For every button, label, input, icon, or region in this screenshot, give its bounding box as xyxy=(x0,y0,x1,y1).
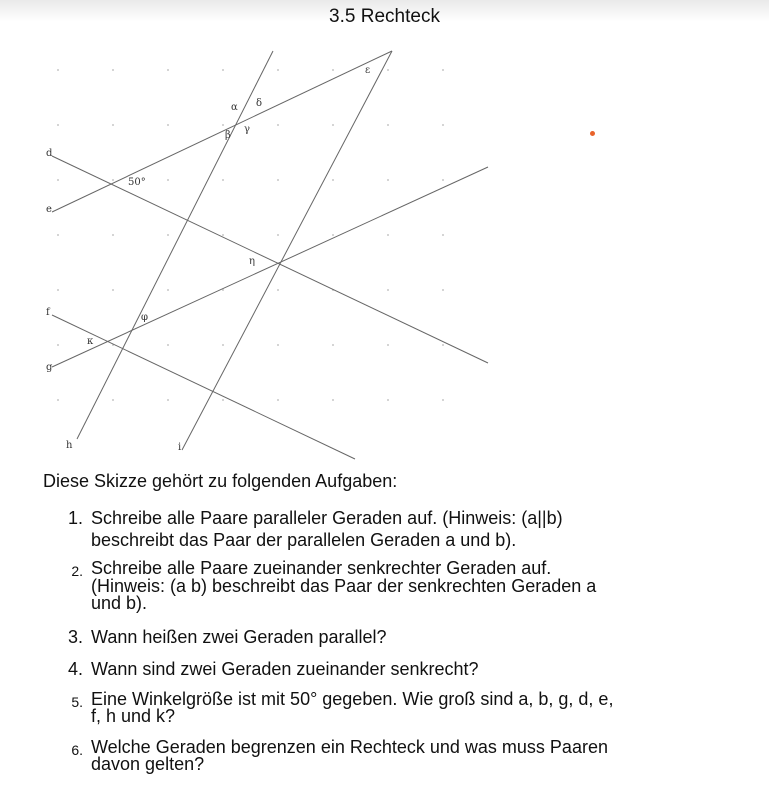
task-text-line: (Hinweis: (a b) beschreibt das Paar der senkrechten Geraden a xyxy=(91,576,597,596)
label-h: h xyxy=(66,440,73,451)
grid-dot xyxy=(387,69,389,71)
grid-dot xyxy=(57,344,59,346)
grid-dot xyxy=(387,234,389,236)
grid-dot xyxy=(57,69,59,71)
task-text-line: und b). xyxy=(91,593,148,613)
grid-dot xyxy=(167,289,169,291)
grid-dot xyxy=(112,69,114,71)
label-i: i xyxy=(178,442,182,453)
task-text-line: davon gelten? xyxy=(91,754,205,774)
line-d xyxy=(52,156,488,363)
grid-dot xyxy=(442,399,444,401)
task-text-line: beschreibt das Paar der parallelen Geraden a und b). xyxy=(91,530,517,550)
grid-dot xyxy=(222,234,224,236)
grid-dot xyxy=(222,344,224,346)
grid-dot xyxy=(277,179,279,181)
grid-dot xyxy=(167,399,169,401)
label-f: f xyxy=(46,307,50,318)
grid-dot xyxy=(112,289,114,291)
grid-dot xyxy=(57,399,59,401)
page-title: 3.5 Rechteck xyxy=(329,6,440,27)
grid-dot xyxy=(332,344,334,346)
pointer-dot xyxy=(590,131,595,136)
grid-dot xyxy=(167,344,169,346)
grid-dot xyxy=(387,124,389,126)
task-text-line: Schreibe alle Paare zueinander senkrechter Geraden auf. xyxy=(91,558,552,578)
grid-dot xyxy=(277,124,279,126)
grid-dot xyxy=(222,124,224,126)
grid-dot xyxy=(167,69,169,71)
grid-dot xyxy=(222,399,224,401)
grid-dot xyxy=(387,344,389,346)
angle-fifty: 50° xyxy=(128,177,146,188)
grid-dot xyxy=(442,289,444,291)
grid-dot xyxy=(112,234,114,236)
label-g: g xyxy=(46,362,53,373)
label-e: e xyxy=(46,204,52,215)
grid-dot xyxy=(112,399,114,401)
grid-dot xyxy=(277,234,279,236)
grid-dot xyxy=(57,179,59,181)
line-h xyxy=(77,51,273,439)
grid-dot xyxy=(277,289,279,291)
grid-dot xyxy=(332,69,334,71)
grid-dot xyxy=(277,344,279,346)
grid-dot xyxy=(277,399,279,401)
label-d: d xyxy=(46,148,53,159)
grid-dot xyxy=(387,289,389,291)
grid-dot xyxy=(167,124,169,126)
task-number: 3. xyxy=(67,627,83,647)
grid-dot xyxy=(167,234,169,236)
grid-dot xyxy=(442,69,444,71)
grid-dot xyxy=(442,124,444,126)
grid-dot xyxy=(332,234,334,236)
grid-dot xyxy=(332,124,334,126)
task-number: 5. xyxy=(71,694,83,710)
task-number: 2. xyxy=(71,563,83,579)
angle-gamma: γ xyxy=(244,124,250,135)
grid-dot xyxy=(222,179,224,181)
angle-kappa: κ xyxy=(87,336,94,347)
grid-dot xyxy=(332,399,334,401)
line-g xyxy=(52,167,488,367)
task-text-line: Welche Geraden begrenzen ein Rechteck und was muss Paaren xyxy=(91,737,608,757)
grid-dot xyxy=(222,69,224,71)
task-number: 1. xyxy=(67,508,83,528)
grid-dot xyxy=(387,179,389,181)
grid-dots xyxy=(57,69,444,401)
angle-epsilon: ε xyxy=(365,65,371,76)
grid-dot xyxy=(442,234,444,236)
line-e xyxy=(52,51,392,212)
angle-alpha: α xyxy=(231,102,238,113)
angle-phi: φ xyxy=(141,312,149,323)
line-f xyxy=(52,315,355,459)
task-text-line: Schreibe alle Paare paralleler Geraden auf. (Hinweis: (a||b) xyxy=(91,508,563,528)
grid-dot xyxy=(442,344,444,346)
task-text-line: Wann sind zwei Geraden zueinander senkrecht? xyxy=(91,659,479,679)
grid-dot xyxy=(57,289,59,291)
grid-dot xyxy=(167,179,169,181)
intro-text: Diese Skizze gehört zu folgenden Aufgaben: xyxy=(43,471,398,491)
grid-dot xyxy=(57,234,59,236)
line-i xyxy=(182,51,392,450)
grid-dot xyxy=(442,179,444,181)
task-text-line: f, h und k? xyxy=(91,706,176,726)
task-number: 4. xyxy=(67,659,83,679)
task-text-line: Wann heißen zwei Geraden parallel? xyxy=(91,627,387,647)
grid-dot xyxy=(277,69,279,71)
task-number: 6. xyxy=(71,742,83,758)
angle-eta: η xyxy=(249,256,255,267)
grid-dot xyxy=(112,124,114,126)
grid-dot xyxy=(387,399,389,401)
angle-beta: β xyxy=(225,130,231,141)
angle-delta: δ xyxy=(256,98,263,109)
grid-dot xyxy=(112,179,114,181)
grid-dot xyxy=(57,124,59,126)
task-text-line: Eine Winkelgröße ist mit 50° gegeben. Wie groß sind a, b, g, d, e, xyxy=(91,689,614,709)
grid-dot xyxy=(332,179,334,181)
geometry-sketch xyxy=(30,40,500,465)
